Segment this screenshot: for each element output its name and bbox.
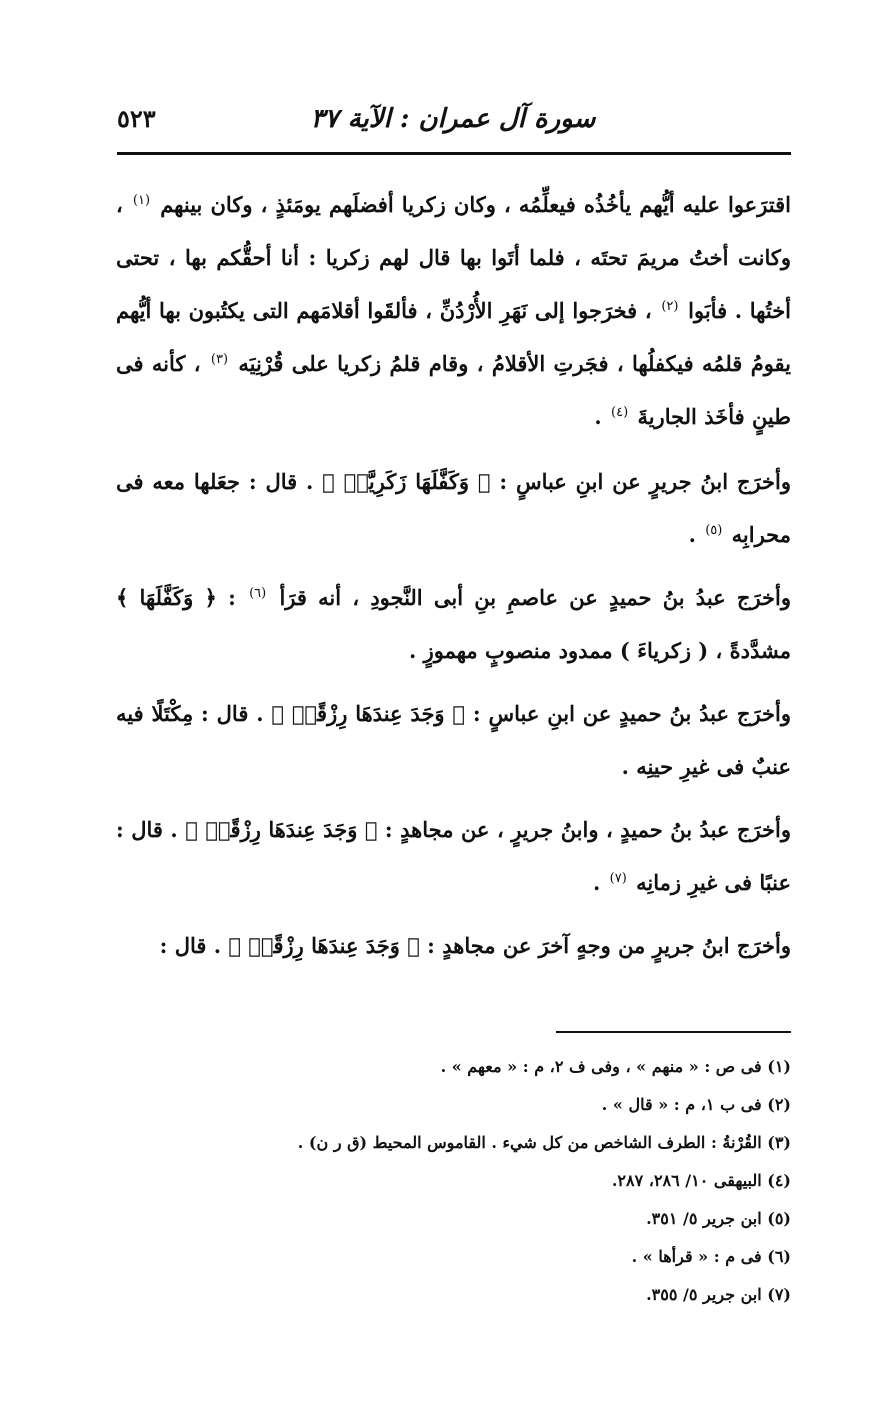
paragraph-3 — [116, 571, 791, 677]
page-number: ٥٢٣ — [117, 104, 156, 133]
footnote-4: (٤) البيهقى ١٠/ ٢٨٦، ٢٨٧. — [611, 1171, 791, 1190]
footnote-3: (٣) القُرْنةُ : الطرف الشاخص من كل شيء . القاموس المحيط (ق ر ن) . — [297, 1133, 791, 1152]
footnote-ref-7: (٧) — [609, 871, 627, 886]
text-segment: وأخرَج ابنُ جريرٍ من وجهٍ آخرَ عن مجاهدٍ : — [427, 933, 791, 958]
text-segment: . قال : جعَلها معه فى محرابِه — [116, 469, 791, 547]
paragraph-5 — [116, 803, 791, 909]
running-title: سورة آل عمران : الآية ٣٧ — [310, 104, 596, 134]
footnote-ref-6: (٦) — [249, 586, 267, 601]
quran-quote: ﴿ وَكَفَّلَهَا ﴾ — [116, 585, 217, 610]
text-segment: وأخرَج عبدُ بنُ حميدٍ ، وابنُ جريرٍ ، عن مجاهدٍ : — [384, 817, 792, 842]
quran-quote: ﴿ وَكَفَّلَهَا زَكَرِيَّاۖ ﴾ — [322, 469, 491, 494]
text-segment: : — [228, 585, 236, 610]
paragraph-1 — [116, 178, 791, 443]
paragraph-2 — [116, 455, 791, 561]
footnote-ref-2: (٢) — [661, 299, 679, 314]
footnote-7: (٧) ابن جرير ٥/ ٣٥٥. — [646, 1285, 791, 1304]
quran-quote: ﴿ وَجَدَ عِندَهَا رِزْقًاۖ ﴾ — [271, 701, 466, 726]
text-segment: ، كأنه فى طينٍ فأخَذ الجاريةَ — [116, 351, 791, 429]
footnote-2: (٢) فى ب ١، م : « قال » . — [601, 1095, 791, 1114]
footnote-ref-5: (٥) — [705, 523, 723, 538]
footnote-6: (٦) فى م : « قرأها » . — [631, 1247, 791, 1266]
main-text — [116, 178, 791, 982]
text-segment: وأخرَج عبدُ بنُ حميدٍ عن ابنِ عباسٍ : — [472, 701, 791, 726]
text-segment: وأخرَج ابنُ جريرٍ عن ابنِ عباسٍ : — [499, 469, 792, 494]
text-segment: . — [594, 404, 602, 429]
footnotes — [116, 1048, 791, 1314]
text-segment: مشدَّدةً ، ( زكرياءَ ) ممدود منصوبٍ مهموزٍ . — [408, 638, 791, 663]
footnote-divider — [556, 1031, 791, 1033]
footnote-ref-3: (٣) — [210, 352, 229, 367]
header-divider — [117, 152, 791, 155]
text-segment: اقترَعوا عليه أيُّهم يأخُذُه فيعلِّمُه ، وكان زكريا أفضلَهم يومَئذٍ ، وكان بينهم — [160, 192, 792, 217]
quran-quote: ﴿ وَجَدَ عِندَهَا رِزْقًاۖ ﴾ — [228, 933, 420, 958]
text-segment: وأخرَج عبدُ بنُ حميدٍ عن عاصمِ بنِ أبى النَّجودِ ، أنه قرَأ — [279, 585, 792, 610]
paragraph-4 — [116, 687, 791, 793]
footnote-5: (٥) ابن جرير ٥/ ٣٥١. — [646, 1209, 791, 1228]
text-segment: ، وكانت أختُ مريمَ تحتَه ، فلما أتَوا بها قال لهم زكريا : أنا أحقُّكم بها ، تحتى أختُها . فأبَوا — [116, 192, 792, 323]
paragraph-6 — [116, 919, 791, 972]
page-header — [117, 104, 789, 144]
text-segment: . — [593, 870, 601, 895]
text-segment: ، فخرَجوا إلى نَهَرِ الأُرْدُنِّ ، فألقَوا أقلامَهم التى يكتُبون بها أيُّهم يقومُ قلمُه فيكفلُها ، فجَرتِ الأقلامُ ، وقام قلمُ زكريا على قُرْنِيَه — [116, 298, 792, 376]
quran-quote: ﴿ وَجَدَ عِندَهَا رِزْقًاۖ ﴾ — [185, 817, 378, 842]
footnote-ref-4: (٤) — [611, 405, 629, 420]
text-segment: . قال : — [159, 933, 222, 958]
text-segment: . قال : مِكْتَلًا فيه عنبٌ فى غيرِ حينِه . — [116, 701, 791, 779]
footnote-1: (١) فى ص : « منهم » ، وفى ف ٢، م : « معهم » . — [440, 1057, 791, 1076]
text-segment: . — [688, 522, 696, 547]
footnote-ref-1: (١) — [132, 193, 151, 208]
text-segment: . قال : عنبًا فى غيرِ زمانِه — [116, 817, 791, 895]
